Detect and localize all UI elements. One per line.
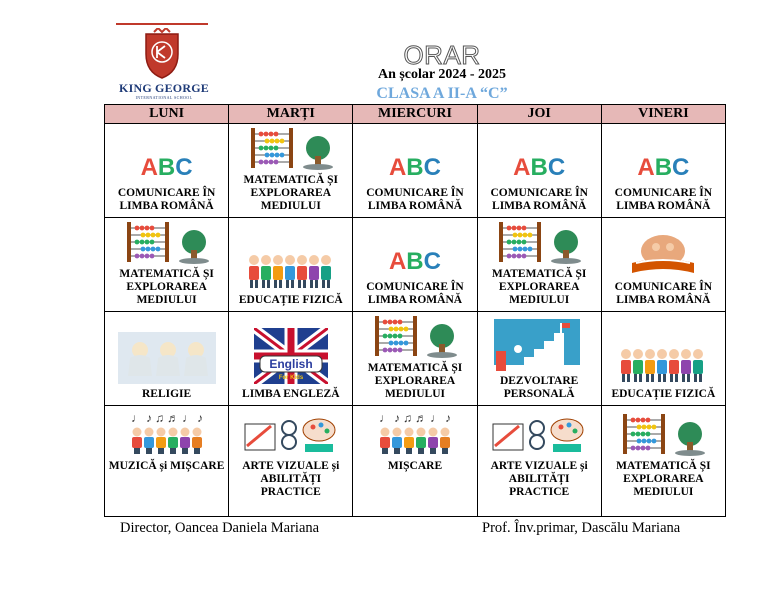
timetable-row	[105, 406, 726, 517]
subject-label: MIȘCARE	[387, 460, 443, 472]
subject-label: COMUNICARE ÎN LIMBA ROMÂNĂ	[614, 187, 713, 212]
timetable-cell	[353, 312, 477, 406]
subject-label: COMUNICARE ÎN LIMBA ROMÂNĂ	[366, 281, 464, 306]
day-header: JOI	[477, 105, 601, 124]
subject-label: COMUNICARE ÎN LIMBA ROMÂNĂ	[366, 187, 464, 212]
subject-image	[355, 231, 474, 277]
music-icon	[129, 410, 205, 456]
subject-image	[107, 137, 226, 183]
subject-label: COMUNICARE ÎN LIMBA ROMÂNĂ	[490, 187, 588, 212]
subject-label: MATEMATICĂ ȘI EXPLORAREA MEDIULUI	[491, 268, 587, 306]
class-name: CLASA A II-A “C”	[376, 85, 508, 102]
timetable-cell	[229, 124, 353, 218]
abacus-icon	[425, 322, 459, 358]
timetable-cell	[601, 406, 725, 517]
abacus-icon	[247, 126, 297, 170]
timetable-cell	[105, 406, 229, 517]
timetable-cell	[601, 312, 725, 406]
school-year: An școlar 2024 - 2025	[377, 67, 507, 82]
day-header: LUNI	[105, 105, 229, 124]
timetable-row	[105, 124, 726, 218]
subject-image	[604, 231, 723, 277]
subject-label: EDUCAȚIE FIZICĂ	[238, 294, 343, 306]
timetable-cell	[477, 406, 601, 517]
music-icon	[377, 410, 453, 456]
subject-image	[355, 410, 474, 456]
subject-image	[480, 137, 599, 183]
art-icon	[491, 410, 587, 456]
subject-image	[231, 244, 350, 290]
svg-text:For Kids: For Kids	[278, 375, 303, 381]
subject-label: COMUNICARE ÎN LIMBA ROMÂNĂ	[117, 187, 216, 212]
subject-image	[231, 410, 350, 456]
timetable-cell	[105, 218, 229, 312]
subject-image	[107, 410, 226, 456]
subject-label: DEZVOLTARE PERSONALĂ	[499, 375, 579, 400]
timetable	[104, 104, 726, 517]
subject-image	[231, 124, 350, 170]
logo-divider	[116, 23, 208, 25]
book-icon	[628, 231, 698, 277]
subject-image	[107, 218, 226, 264]
day-header: VINERI	[601, 105, 725, 124]
timetable-cell	[229, 406, 353, 517]
subject-image	[604, 410, 723, 456]
abacus-icon	[619, 412, 669, 456]
timetable-row	[105, 312, 726, 406]
timetable-cell	[229, 218, 353, 312]
abc-icon: ABC	[140, 154, 193, 181]
timetable-cell	[477, 124, 601, 218]
timetable-cell	[105, 312, 229, 406]
kids-icon	[246, 246, 336, 290]
director-signature-line: Director, Oancea Daniela Mariana	[120, 520, 320, 536]
timetable-cell	[229, 312, 353, 406]
abacus-icon	[123, 220, 173, 264]
stairs-icon	[494, 319, 584, 371]
timetable-cell	[105, 124, 229, 218]
school-brand-name: KING GEORGE	[119, 81, 209, 95]
timetable-cell	[353, 124, 477, 218]
subject-label: LIMBA ENGLEZĂ	[242, 388, 340, 400]
subject-label: MATEMATICĂ ȘI EXPLORAREA MEDIULUI	[119, 268, 214, 306]
subject-image	[480, 325, 599, 371]
page-title: ORAR	[403, 40, 481, 70]
subject-image	[604, 137, 723, 183]
subject-image	[480, 218, 599, 264]
subject-label: ARTE VIZUALE și ABILITĂȚI PRACTICE	[490, 460, 588, 498]
svg-text:♩ ♪ ♫ ♬ ♩ ♪: ♩ ♪ ♫ ♬ ♩ ♪	[130, 411, 203, 425]
subject-label: MATEMATICĂ ȘI EXPLORAREA MEDIULUI	[367, 362, 463, 400]
subject-label: ARTE VIZUALE și ABILITĂȚI PRACTICE	[242, 460, 340, 498]
days-header-row	[105, 105, 726, 124]
timetable-cell	[353, 406, 477, 517]
abc-icon: ABC	[637, 154, 690, 181]
subject-image	[355, 137, 474, 183]
subject-label: RELIGIE	[141, 388, 192, 400]
subject-label: COMUNICARE ÎN LIMBA ROMÂNĂ	[614, 281, 713, 306]
timetable-row	[105, 218, 726, 312]
art-icon	[243, 410, 339, 456]
subject-image	[604, 338, 723, 384]
kids-icon	[618, 340, 708, 384]
abc-icon: ABC	[388, 248, 441, 275]
svg-text:♩ ♪ ♫ ♬ ♩ ♪: ♩ ♪ ♫ ♬ ♩ ♪	[378, 411, 451, 425]
subject-image	[355, 312, 474, 358]
school-brand-subtitle: INTERNATIONAL SCHOOL	[135, 95, 193, 100]
day-header: MIERCURI	[353, 105, 477, 124]
timetable-cell	[477, 218, 601, 312]
abacus-icon	[549, 228, 583, 264]
day-header: MARȚI	[229, 105, 353, 124]
angels-icon	[118, 332, 216, 384]
teacher-signature-line: Prof. Înv.primar, Dascălu Mariana	[482, 520, 681, 536]
subject-label: EDUCAȚIE FIZICĂ	[611, 388, 716, 400]
timetable-cell	[601, 218, 725, 312]
subject-image	[480, 410, 599, 456]
english-flag-icon	[254, 328, 328, 384]
subject-label: MATEMATICĂ ȘI EXPLORAREA MEDIULUI	[616, 460, 711, 498]
abacus-icon	[673, 420, 707, 456]
abc-icon: ABC	[513, 154, 566, 181]
subject-image	[231, 338, 350, 384]
timetable-cell	[353, 218, 477, 312]
timetable-cell	[601, 124, 725, 218]
abacus-icon	[177, 228, 211, 264]
subject-image	[107, 338, 226, 384]
abacus-icon	[371, 314, 421, 358]
timetable-cell	[477, 312, 601, 406]
abacus-icon	[495, 220, 545, 264]
subject-label: MATEMATICĂ ȘI EXPLORAREA MEDIULUI	[243, 174, 339, 212]
abacus-icon	[301, 134, 335, 170]
svg-text:English: English	[269, 357, 313, 371]
subject-label: MUZICĂ și MIȘCARE	[108, 460, 225, 472]
abc-icon: ABC	[388, 154, 441, 181]
